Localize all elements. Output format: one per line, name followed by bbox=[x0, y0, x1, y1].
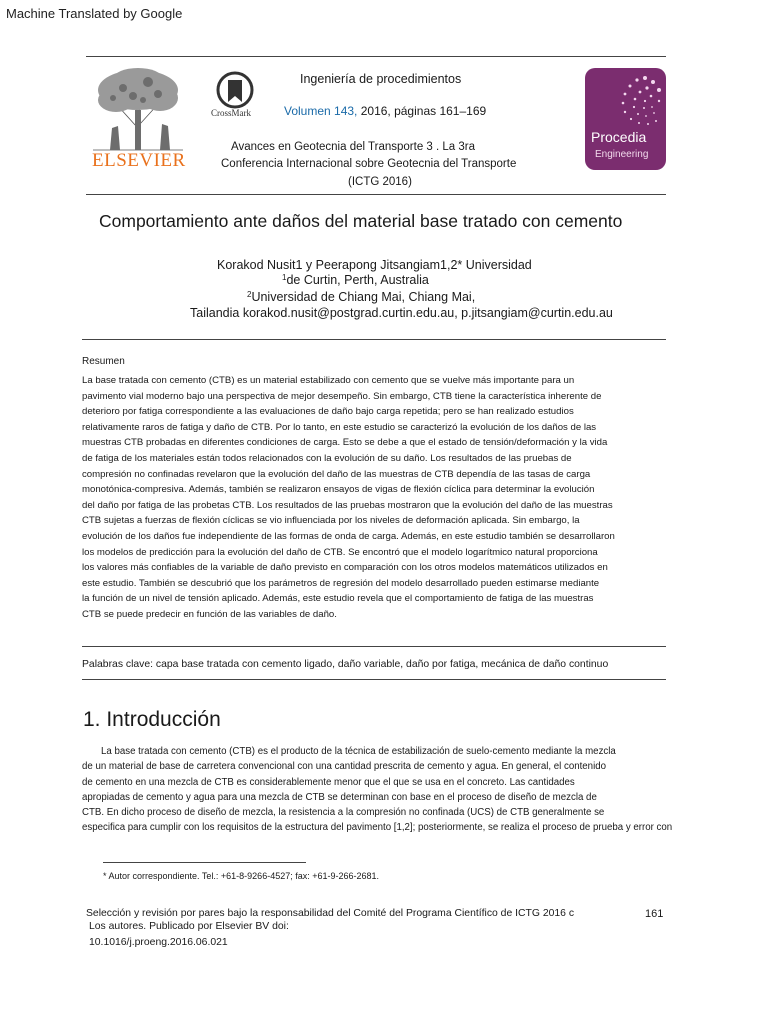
keywords-bottom-rule bbox=[82, 679, 666, 680]
journal-name: Ingeniería de procedimientos bbox=[300, 72, 462, 86]
abstract-body bbox=[82, 373, 702, 623]
abstract-line: monotónica-compresiva. Además, también se realizaron ensayos de vigas de flexión cíclica para determinar la evolución bbox=[82, 484, 595, 496]
keywords: Palabras clave: capa base tratada con cemento ligado, daño variable, daño por fatiga, mecánica de daño continuo bbox=[82, 659, 609, 670]
intro-line: La base tratada con cemento (CTB) es el producto de la técnica de estabilización de suelo-cemento mediante la mezcla bbox=[101, 746, 616, 757]
conference-line: (ICTG 2016) bbox=[348, 176, 412, 188]
abstract-line: evolución de los daños fue independiente de las formas de onda de carga. Además, en este estudio también se desarrollaron bbox=[82, 530, 615, 542]
affiliation-line bbox=[247, 290, 475, 304]
page-number: 161 bbox=[645, 908, 664, 920]
doi-link[interactable]: 10.1016/j.proeng.2016.06.021 bbox=[89, 937, 228, 948]
abstract-line: CTB se puede predecir en función de las variables de daño. bbox=[82, 608, 337, 620]
affiliation-marker: 1 bbox=[282, 273, 287, 282]
elsevier-tree-logo bbox=[88, 66, 188, 152]
crossmark-label: CrossMark bbox=[211, 108, 251, 118]
keywords-top-rule bbox=[82, 646, 666, 647]
abstract-line: La base tratada con cemento (CTB) es un material estabilizado con cemento que se vuelve más importante para un bbox=[82, 375, 575, 386]
abstract-line: deterioro por fatiga correspondiente a las evaluaciones de daño bajo carga repetida; pero se han realizado estudios bbox=[82, 406, 574, 418]
conference-line: Conferencia Internacional sobre Geotecnia del Transporte bbox=[221, 158, 517, 170]
affiliation-marker: 2 bbox=[247, 290, 252, 299]
section-heading-introduction: 1. Introducción bbox=[83, 708, 221, 731]
intro-line: apropiadas de cemento y agua para una mezcla de CTB se determinan con base en el proceso de diseño de mezcla de bbox=[82, 791, 597, 803]
conference-line: Avances en Geotecnia del Transporte 3 . La 3ra bbox=[231, 141, 475, 153]
abstract-line: de fatiga de los materiales están todos relacionados con la evolución de su daño. Los resultados de las pruebas de bbox=[82, 452, 572, 464]
abstract-line: relativamente raros de fatiga y daño de CTB. Por lo tanto, en este estudio se caracterizó la evolución de los daños de las bbox=[82, 421, 597, 433]
corresponding-author-footnote: * Autor correspondiente. Tel.: +61-8-9266-4527; fax: +61-9-266-2681. bbox=[103, 871, 380, 881]
abstract-line: la función de un nivel de tensión aplicado. Además, este estudio revela que el comportamiento de fatiga de las muestras bbox=[82, 593, 594, 605]
intro-line: de cemento en una mezcla de CTB es considerablemente menor que el que se usa en el concreto. Las cantidades bbox=[82, 776, 575, 788]
footer-line: Los autores. Publicado por Elsevier BV doi: bbox=[89, 921, 289, 932]
abstract-line: compresión no confinadas revelaron que la evolución del daño de las muestras de CTB dependía de las tasas de carga bbox=[82, 468, 591, 480]
intro-line: CTB. En dicho proceso de diseño de mezcla, la resistencia a la compresión no confinada (UCS) de CTB generalmente se bbox=[82, 807, 605, 819]
procedia-wordmark: Procedia bbox=[591, 129, 647, 145]
volume-link[interactable]: Volumen 143, bbox=[284, 104, 358, 118]
affiliation-emails: Tailandia korakod.nusit@postgrad.curtin.edu.au, p.jitsangiam@curtin.edu.au bbox=[190, 306, 613, 320]
machine-translation-banner: Machine Translated by Google bbox=[6, 6, 183, 21]
abstract-line: los valores más confiables de la variable de daño previsto en comparación con los otros modelos matemáticos utilizados en bbox=[82, 562, 608, 574]
procedia-subtitle: Engineering bbox=[595, 149, 649, 160]
affiliation-text: Universidad de Chiang Mai, Chiang Mai, bbox=[251, 290, 476, 304]
authors-line: Korakod Nusit1 y Peerapong Jitsangiam1,2* Universidad bbox=[217, 258, 532, 272]
header-top-rule bbox=[86, 56, 666, 57]
affiliation-line bbox=[282, 273, 429, 287]
footnote-rule bbox=[103, 862, 306, 863]
abstract-line: muestras CTB probadas en diferentes condiciones de carga. Esto se debe a que el estado de tensión/deformación y la vida bbox=[82, 437, 608, 449]
abstract-line: CTB sujetas a fuerzas de flexión cíclicas se vio influenciada por los niveles de deformación aplicada. Sin embargo, la bbox=[82, 515, 580, 527]
volume-pages: 2016, páginas 161–169 bbox=[357, 104, 487, 118]
abstract-line: este estudio. También se descubrió que los parámetros de regresión del modelo desarrollado pueden estimarse mediante bbox=[82, 577, 600, 589]
elsevier-wordmark: ELSEVIER bbox=[92, 150, 186, 171]
intro-line: especifica para cumplir con los requisitos de la estructura del pavimento [1,2]; posteriormente, se realiza el proceso de prueba y error con bbox=[82, 822, 673, 834]
affiliation-text: de Curtin, Perth, Australia bbox=[286, 273, 429, 287]
abstract-line: pavimento vial moderno bajo una perspectiva de mejor desempeño. Sin embargo, CTB tiene la característica inherente de bbox=[82, 390, 602, 402]
volume-info bbox=[284, 104, 486, 118]
introduction-body bbox=[82, 744, 742, 836]
abstract-top-rule bbox=[82, 339, 666, 340]
header-bottom-rule bbox=[86, 194, 666, 195]
abstract-line: del daño por fatiga de las probetas CTB. Los resultados de las pruebas mostraron que la evolución del daño de las muestras bbox=[82, 499, 613, 511]
paper-title: Comportamiento ante daños del material base tratado con cemento bbox=[99, 211, 623, 231]
footer-line: Selección y revisión por pares bajo la responsabilidad del Comité del Programa Científico de ICTG 2016 c bbox=[86, 908, 575, 919]
abstract-line: los modelos de predicción para la evolución del daño de CTB. Se encontró que el modelo logarítmico natural proporciona bbox=[82, 546, 598, 558]
abstract-heading: Resumen bbox=[82, 356, 125, 367]
intro-line: de un material de base de carretera convencional con una cantidad prescrita de cemento y agua. En general, el contenido bbox=[82, 761, 607, 773]
